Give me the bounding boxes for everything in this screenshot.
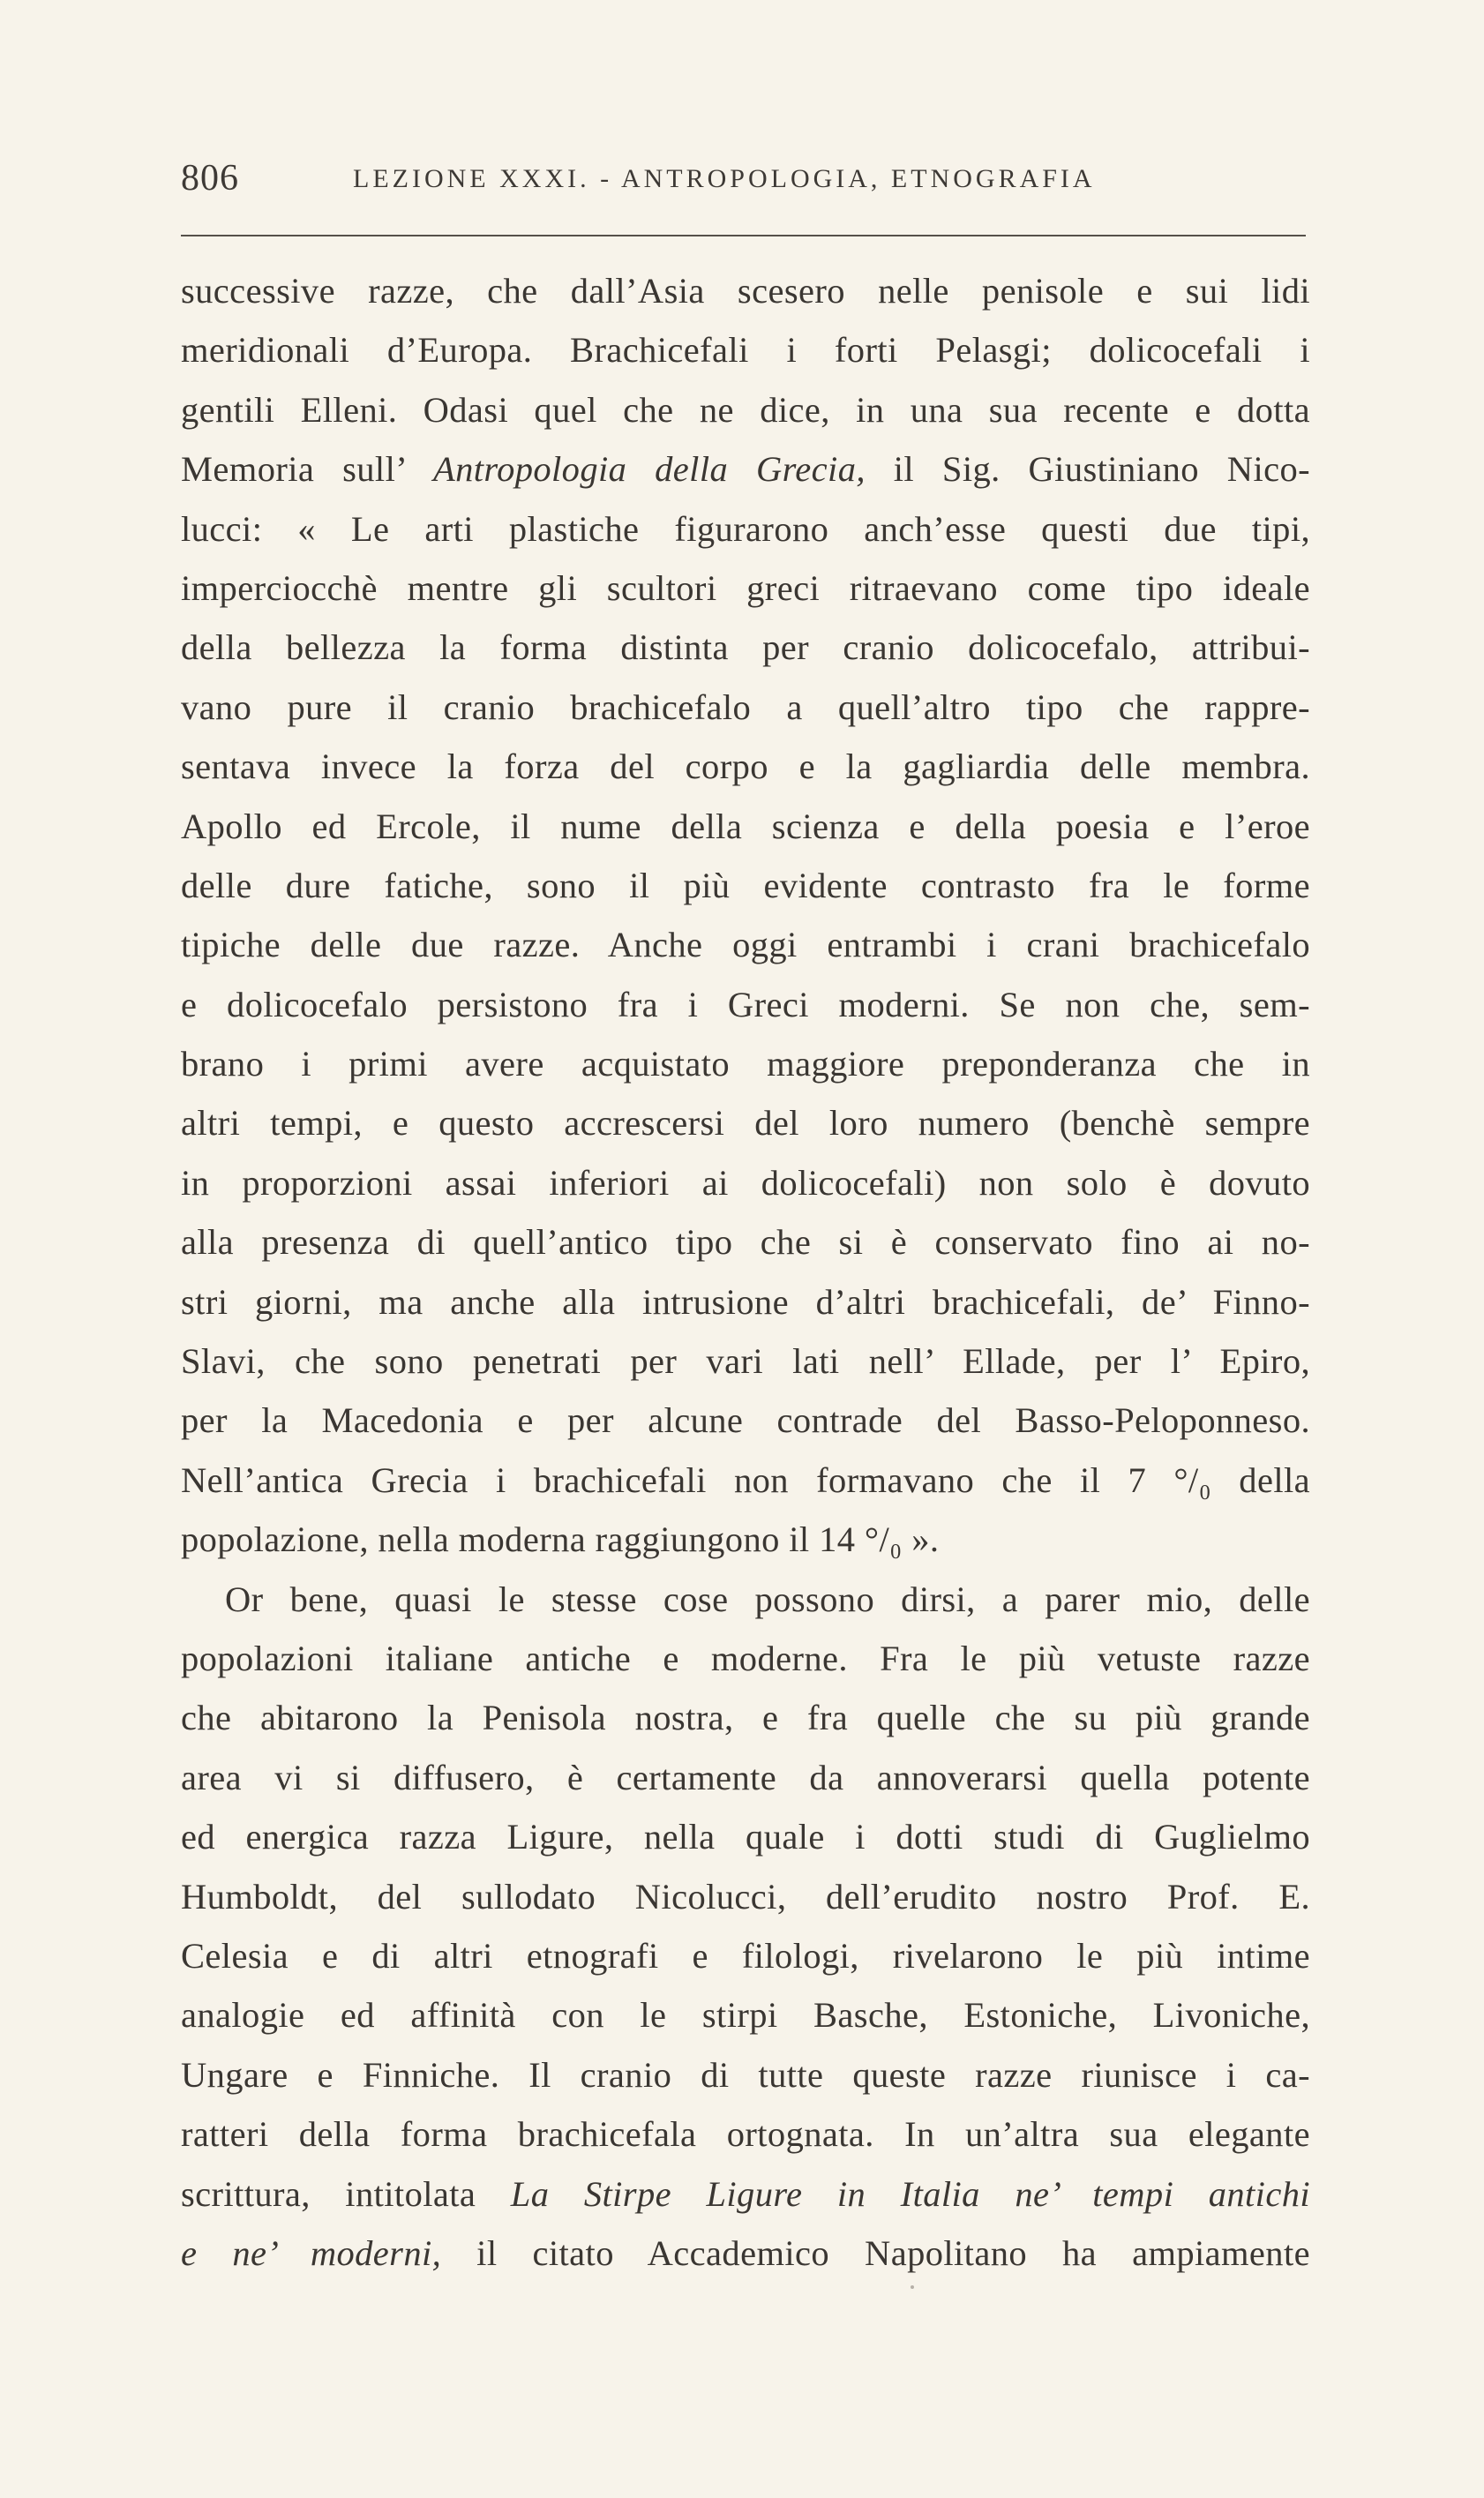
text-line <box>181 797 1310 856</box>
text-line <box>181 1807 1310 1866</box>
text-line <box>181 261 1310 320</box>
italic-title: La Stirpe Ligure in Italia ne’ tempi antichi <box>510 2173 1310 2214</box>
text-line <box>181 559 1310 618</box>
text-line <box>181 1451 1310 1510</box>
text-line <box>181 1748 1310 1807</box>
line-text: popolazioni italiane antiche e moderne. Fra le più vetuste razze <box>181 1638 1310 1678</box>
line-text: Or bene, quasi le stesse cose possono dirsi, a parer mio, delle <box>225 1579 1310 1619</box>
line-text: successive razze, che dall’Asia scesero nelle penisole e sui lidi <box>181 271 1310 311</box>
text-line <box>181 856 1310 915</box>
line-text: brano i primi avere acquistato maggiore preponderanza che in <box>181 1044 1310 1084</box>
body-text <box>181 261 1310 2283</box>
page-number: 806 <box>181 158 239 199</box>
line-text: ratteri della forma brachicefala ortognata. In un’altra sua elegante <box>181 2114 1310 2155</box>
text-line <box>181 1034 1310 1093</box>
line-text: delle dure fatiche, sono il più evidente contrasto fra le forme <box>181 865 1310 905</box>
line-text: il Sig. Giustiniano Nico- <box>865 449 1311 490</box>
text-line <box>181 678 1310 737</box>
text-line <box>181 1332 1310 1391</box>
line-text: stri giorni, ma anche alla intrusione d’altri brachicefali, de’ Finno- <box>181 1281 1310 1322</box>
line-text: popolazione, nella moderna raggiungono il 14 °/₀ ». <box>181 1519 940 1560</box>
text-line <box>181 1391 1310 1450</box>
text-line <box>181 2104 1310 2164</box>
text-line <box>181 975 1310 1034</box>
text-line <box>181 1926 1310 1985</box>
line-text: Celesia e di altri etnografi e filologi, rivelarono le più intime <box>181 1935 1310 1976</box>
line-text: sentava invece la forza del corpo e la gagliardia delle membra. <box>181 746 1310 787</box>
italic-title: e ne’ moderni, <box>181 2232 442 2273</box>
line-text: altri tempi, e questo accrescersi del loro numero (benchè sempre <box>181 1103 1310 1144</box>
line-text: della bellezza la forma distinta per cranio dolicocefalo, attribui- <box>181 627 1310 668</box>
line-text: lucci: « Le arti plastiche figurarono anch’esse questi due tipi, <box>181 508 1310 549</box>
line-text: e dolicocefalo persistono fra i Greci moderni. Se non che, sem- <box>181 984 1310 1024</box>
line-text: gentili Elleni. Odasi quel che ne dice, in una sua recente e dotta <box>181 389 1310 430</box>
text-line <box>181 1153 1310 1212</box>
line-text: Apollo ed Ercole, il nume della scienza e della poesia e l’eroe <box>181 806 1310 846</box>
line-text: scrittura, intitolata <box>181 2173 511 2214</box>
text-line <box>181 2045 1310 2104</box>
line-text: tipiche delle due razze. Anche oggi entrambi i crani brachicefalo <box>181 925 1310 965</box>
page-header <box>181 157 1310 210</box>
line-text: alla presenza di quell’antico tipo che si è conservato fino ai no- <box>181 1222 1310 1263</box>
line-text: per la Macedonia e per alcune contrade del Basso-Peloponneso. <box>181 1400 1310 1441</box>
text-line <box>181 2224 1310 2283</box>
text-line <box>181 1629 1310 1688</box>
running-head: LEZIONE XXXI. - ANTROPOLOGIA, ETNOGRAFIA <box>353 164 1096 193</box>
line-text: ed energica razza Ligure, nella quale i dotti studi di Guglielmo <box>181 1817 1310 1857</box>
text-line <box>181 737 1310 796</box>
text-line <box>181 320 1310 379</box>
line-text: imperciocchè mentre gli scultori greci ritraevano come tipo ideale <box>181 567 1310 608</box>
text-line <box>181 1093 1310 1152</box>
text-line <box>181 1272 1310 1332</box>
line-text: che abitarono la Penisola nostra, e fra quelle che su più grande <box>181 1698 1310 1738</box>
line-text: Humboldt, del sullodato Nicolucci, dell’erudito nostro Prof. E. <box>181 1876 1310 1917</box>
text-line <box>181 1510 1310 1569</box>
text-line <box>181 499 1310 559</box>
line-text: Nell’antica Grecia i brachicefali non formavano che il 7 °/₀ della <box>181 1459 1310 1500</box>
line-text: area vi si diffusero, è certamente da annoverarsi quella potente <box>181 1757 1310 1797</box>
italic-title: Antropologia della Grecia, <box>432 449 866 490</box>
paper-speck <box>911 2285 914 2289</box>
text-line <box>181 915 1310 974</box>
header-rule <box>181 235 1306 236</box>
text-line <box>181 1688 1310 1747</box>
line-text: Memoria sull’ <box>181 449 433 490</box>
text-line <box>181 1212 1310 1272</box>
text-line <box>181 439 1310 499</box>
text-line <box>181 380 1310 439</box>
line-text: meridionali d’Europa. Brachicefali i forti Pelasgi; dolicocefali i <box>181 330 1310 371</box>
text-line <box>181 1985 1310 2044</box>
text-line <box>181 2164 1310 2224</box>
line-text: vano pure il cranio brachicefalo a quell’altro tipo che rappre- <box>181 686 1310 727</box>
line-text: Slavi, che sono penetrati per vari lati nell’ Ellade, per l’ Epiro, <box>181 1341 1310 1382</box>
text-line <box>181 618 1310 677</box>
text-line <box>181 1867 1310 1926</box>
text-line <box>181 1570 1310 1629</box>
line-text: analogie ed affinità con le stirpi Basche, Estoniche, Livoniche, <box>181 1995 1310 2036</box>
line-text: in proporzioni assai inferiori ai dolicocefali) non solo è dovuto <box>181 1162 1310 1203</box>
line-text: Ungare e Finniche. Il cranio di tutte queste razze riunisce i ca- <box>181 2054 1310 2095</box>
line-text: il citato Accademico Napolitano ha ampiamente <box>441 2232 1310 2273</box>
